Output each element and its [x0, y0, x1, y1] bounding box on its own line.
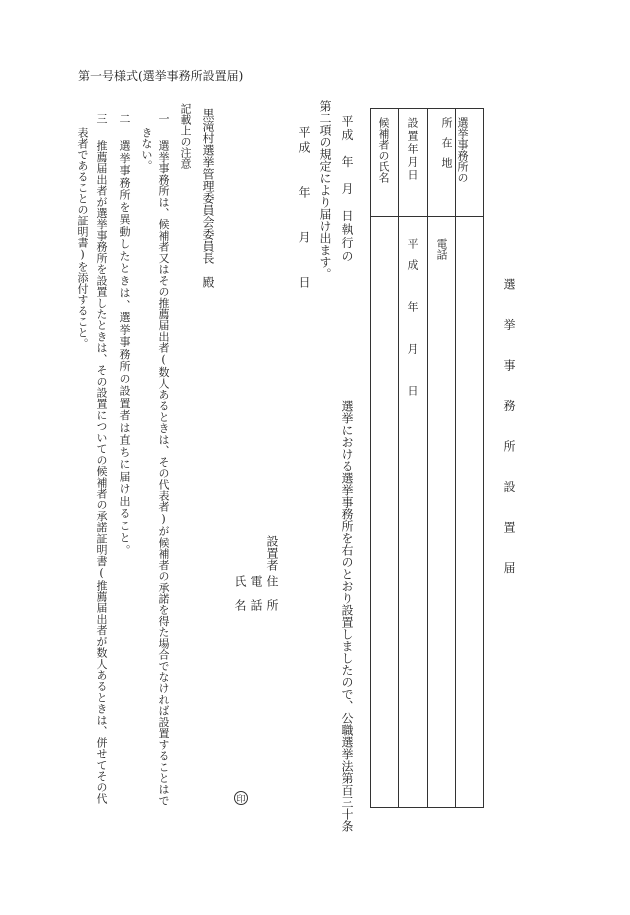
notes-heading: 記載上の注意 — [179, 103, 192, 169]
election-date: 平成 年 月 日執行の — [340, 115, 354, 264]
seal-mark: 印 — [234, 791, 248, 805]
table-column-divider — [398, 109, 399, 807]
note-3-number: 三 — [95, 113, 108, 124]
note-1-number: 一 — [157, 113, 170, 124]
candidate-name-header: 候補者の氏名 — [377, 117, 390, 183]
establishment-date-header: 設置年月日 — [406, 117, 419, 182]
table-column-divider — [455, 109, 456, 807]
note-2-text: 選挙事務所を異動したときは、選挙事務所の設置者は直ちに届け出ること。 — [118, 140, 131, 557]
installer-name-label: 氏 名 — [233, 575, 247, 611]
installer-address-label: 住 所 — [265, 575, 279, 611]
submission-date: 平成 年 月 日 — [297, 126, 311, 291]
note-3-text: 推薦届出者が選挙事務所を設置したときは、その設置についての候補者の承諾証明書(推薦届出者が数人あるときは、併せてその代 — [95, 140, 108, 804]
installer-label: 設置者 — [265, 535, 279, 571]
office-address-header-a: 選挙事務所の — [456, 117, 469, 183]
table-column-divider — [427, 109, 428, 807]
document-title: 選挙事務所設置届 — [502, 278, 516, 602]
office-info-table — [370, 108, 484, 808]
office-address-header-b: 所 在 地 — [440, 117, 453, 167]
note-1-text-cont: きない。 — [140, 127, 153, 171]
office-phone-label: 電話 — [435, 238, 448, 260]
body-line-1: 選挙における選挙事務所を右のとおり設置しましたので、公職選挙法第百三十条 — [340, 400, 354, 832]
form-label: 第一号様式(選挙事務所設置届) — [78, 69, 244, 83]
note-1-text: 選挙事務所は、候補者又はその推薦届出者(数人あるときは、その代表者)が候補者の承諾を得た場合でなければ設置することはで — [157, 140, 170, 806]
body-line-2: 第二項の規定により届け出ます。 — [318, 100, 332, 280]
note-3-text-cont: 表者であることの証明書)を添付すること。 — [76, 127, 89, 349]
establishment-date-value: 平成 年 月 日 — [406, 238, 419, 406]
note-2-number: 二 — [118, 113, 131, 124]
addressee: 黒滝村選挙管理委員会委員長 殿 — [201, 108, 215, 288]
installer-phone-label: 電 話 — [249, 575, 263, 611]
table-header-divider — [371, 216, 483, 217]
